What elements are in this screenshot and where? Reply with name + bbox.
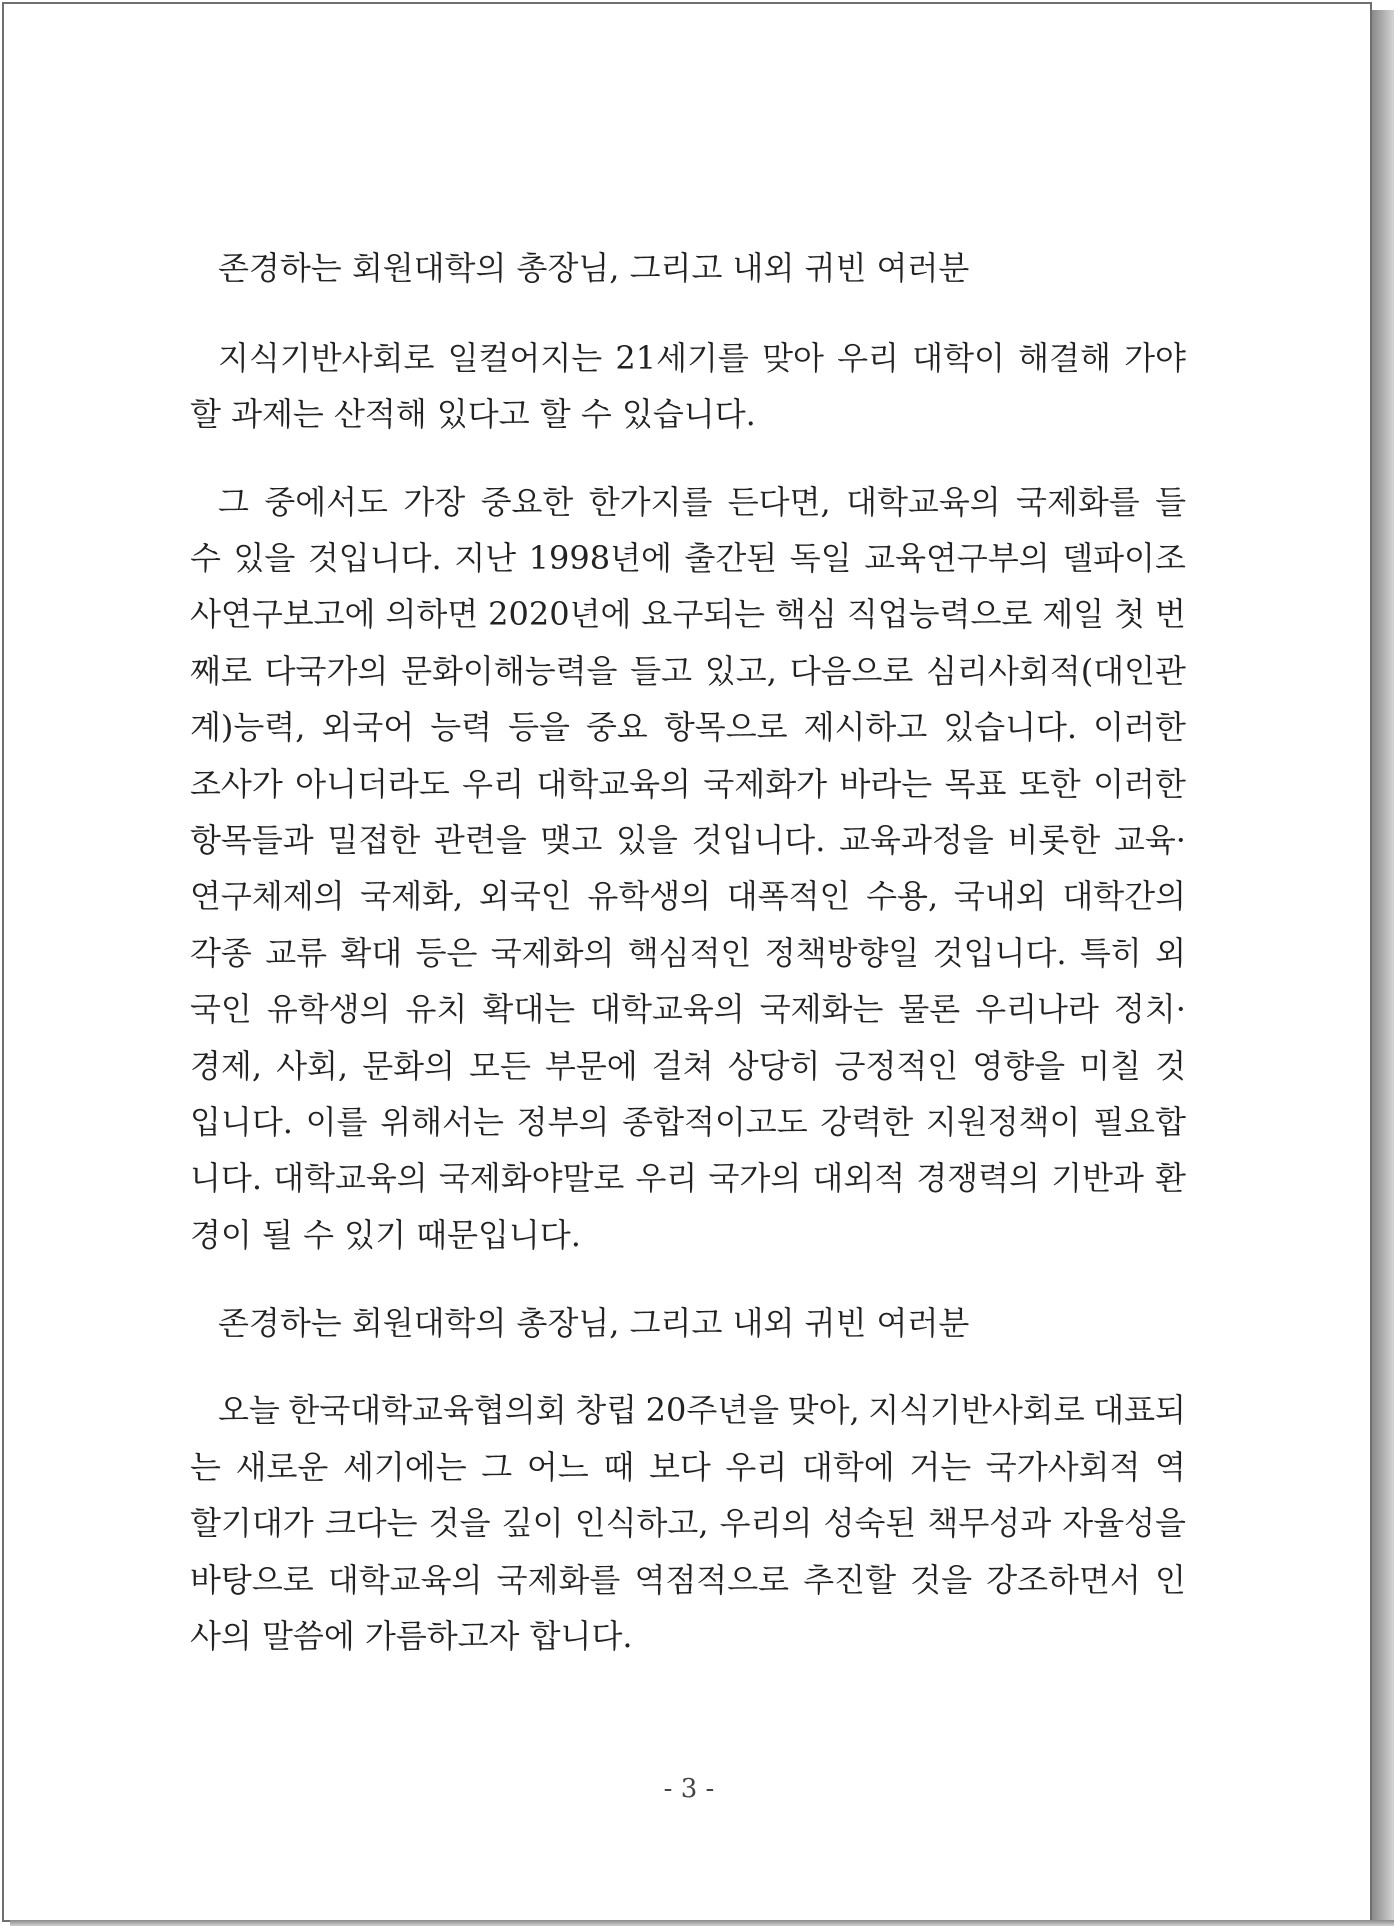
word: 중요한 <box>480 483 574 521</box>
word: 아니더라도 <box>295 765 450 803</box>
word: 중요 <box>586 708 648 746</box>
text-line <box>190 707 1186 747</box>
word: 경쟁력의 <box>916 1159 1040 1197</box>
word: 첫 <box>1114 595 1145 633</box>
word: 대학교육의 <box>273 1159 428 1197</box>
word: 교육과정을 <box>839 821 994 859</box>
text-line <box>190 989 1186 1029</box>
word: 문화이해능력을 <box>401 652 618 690</box>
word: 들 <box>1155 483 1186 521</box>
word: 이러한 <box>1093 708 1186 746</box>
word: 환 <box>1155 1159 1186 1197</box>
word: 확대 <box>340 934 403 972</box>
word: 보다 <box>648 1448 711 1486</box>
word: 종합적이고도 <box>622 1103 808 1141</box>
word: 지식기반사회로 <box>868 1391 1085 1429</box>
word: 책무성과 <box>927 1504 1052 1542</box>
word: 대표되 <box>1093 1391 1186 1429</box>
word: 국제화가 <box>703 765 828 803</box>
text-line <box>190 594 1186 634</box>
word: 대외적 <box>812 1159 906 1197</box>
word: 우리 <box>837 339 899 377</box>
word: 사연구보고에 <box>190 595 376 633</box>
word: 계)능력, <box>190 708 306 746</box>
word: 각종 <box>190 934 252 972</box>
word: 제시하고 <box>803 708 928 746</box>
word: 사회, <box>276 1047 349 1085</box>
text-line <box>190 1046 1186 1086</box>
word: 대학간의 <box>1062 877 1186 915</box>
text-line <box>190 764 1186 804</box>
word: 그 <box>218 483 249 521</box>
text-line <box>190 1560 1186 1600</box>
word: 위해서는 <box>380 1103 504 1141</box>
text-line <box>190 876 1186 916</box>
word: 심리사회적(대인관 <box>926 652 1186 690</box>
word: 교육연구부의 <box>864 539 1050 577</box>
text-line <box>218 338 1186 378</box>
word: 요구되는 <box>641 595 766 633</box>
word: 국제화, <box>360 877 464 915</box>
word: 국가의 <box>708 1159 802 1197</box>
word: 든다면, <box>727 483 831 521</box>
page-number: - 3 - <box>663 1774 715 1804</box>
word: 유치 <box>405 990 468 1028</box>
word: 대학교육의 <box>327 1561 483 1599</box>
word: 20주년을 <box>645 1391 780 1429</box>
word: 한가지를 <box>588 483 713 521</box>
text-line <box>190 820 1186 860</box>
page-shadow-bottom <box>10 1920 1394 1926</box>
word: 다국가의 <box>264 652 389 690</box>
word: 영향을 <box>972 1047 1066 1085</box>
word: 1998년에 <box>528 539 672 577</box>
word: 경제, <box>190 1047 262 1085</box>
word: 것입니다. <box>932 934 1067 972</box>
word: 입니다. <box>190 1103 293 1141</box>
word: 새로운 <box>235 1448 329 1486</box>
word: 것입니다. <box>691 821 826 859</box>
word: 맞아, <box>787 1391 860 1429</box>
word: 정책방향일 <box>764 934 920 972</box>
word: 능력 <box>430 708 493 746</box>
text-line <box>190 538 1186 578</box>
word: 거는 <box>909 1448 972 1486</box>
word: 바탕으로 <box>190 1561 314 1599</box>
word: 상당히 <box>727 1047 821 1085</box>
page-shadow-right <box>1372 10 1394 1922</box>
word: 필요합 <box>1093 1103 1186 1141</box>
word: 대학교육의 <box>590 990 745 1028</box>
word: 대학에 <box>801 1448 895 1486</box>
word: 유학생의 <box>587 877 712 915</box>
text-line <box>190 933 1186 973</box>
word: 교육· <box>1113 821 1186 859</box>
word: 역 <box>1155 1448 1186 1486</box>
word: 강력한 <box>820 1103 914 1141</box>
salutation-line: 존경하는 회원대학의 총장님, 그리고 내외 귀빈 여러분 <box>218 249 970 287</box>
text-line: 할 과제는 산적해 있다고 할 수 있습니다. <box>190 395 756 433</box>
word: 항목으로 <box>663 708 788 746</box>
word: 다음으로 <box>789 652 914 690</box>
word: 기반과 <box>1051 1159 1144 1197</box>
word: 것 <box>1155 1047 1186 1085</box>
word: 번 <box>1154 595 1186 633</box>
word: 유학생의 <box>266 990 391 1028</box>
word: 21세기를 <box>615 339 749 377</box>
word: 관련을 <box>433 821 527 859</box>
word: 국제화는 <box>759 990 884 1028</box>
word: 국내외 <box>953 877 1047 915</box>
word: 2020년에 <box>488 595 632 633</box>
word: 우리의 <box>719 1504 813 1542</box>
word: 제일 <box>1042 595 1105 633</box>
word: 있을 <box>615 821 678 859</box>
word: 중에서도 <box>264 483 388 521</box>
word: 대학이 <box>912 339 1005 377</box>
word: 크다는 <box>324 1504 418 1542</box>
word: 델파이조 <box>1062 539 1186 577</box>
text-line <box>218 1390 1186 1430</box>
word: 우리 <box>725 1448 788 1486</box>
word: 물론 <box>898 990 961 1028</box>
word: 세기에는 <box>342 1448 467 1486</box>
word: 있습니다. <box>943 708 1078 746</box>
word: 할기대가 <box>190 1504 314 1542</box>
word: 출간된 <box>684 539 778 577</box>
word: 한국대학교육협의회 <box>288 1391 567 1429</box>
word: 수용, <box>866 877 939 915</box>
word: 핵심적인 <box>627 934 752 972</box>
text-line <box>190 1447 1186 1487</box>
word: 니다. <box>190 1159 262 1197</box>
word: 특히 <box>1079 934 1142 972</box>
word: 자율성을 <box>1062 1504 1186 1542</box>
word: 것을 <box>910 1561 973 1599</box>
word: 강조하면서 <box>986 1561 1141 1599</box>
word: 국인 <box>190 990 252 1028</box>
word: 대폭적인 <box>726 877 851 915</box>
word: 국제화의 <box>490 934 615 972</box>
word: 국제화를 <box>496 1561 621 1599</box>
word: 있고, <box>704 652 777 690</box>
word: 외 <box>1155 934 1186 972</box>
word: 때 <box>603 1448 635 1486</box>
word: 지난 <box>454 539 517 577</box>
word: 깊이 <box>501 1504 564 1542</box>
word: 어느 <box>526 1448 589 1486</box>
word: 이러한 <box>1093 765 1186 803</box>
word: 확대는 <box>482 990 576 1028</box>
word: 이를 <box>305 1103 368 1141</box>
word: 추진할 <box>803 1561 896 1599</box>
text-line <box>190 651 1186 691</box>
word: 우리 <box>635 1159 698 1197</box>
word: 지식기반사회로 <box>218 339 435 377</box>
word: 밀접한 <box>327 821 421 859</box>
word: 핵심 <box>775 595 837 633</box>
text-line: 경이 될 수 있기 때문입니다. <box>190 1216 581 1254</box>
word: 국가사회적 <box>985 1448 1141 1486</box>
word: 창립 <box>575 1391 638 1429</box>
text-line: 사의 말씀에 가름하고자 합니다. <box>190 1617 633 1655</box>
word: 조사가 <box>190 765 283 803</box>
word: 것입니다. <box>307 539 442 577</box>
word: 지원정책이 <box>925 1103 1081 1141</box>
word: 연구체제의 <box>190 877 345 915</box>
word: 항목들과 <box>190 821 314 859</box>
word: 오늘 <box>218 1391 280 1429</box>
word: 는 <box>190 1448 221 1486</box>
word: 독일 <box>789 539 852 577</box>
word: 직업능력으로 <box>846 595 1033 633</box>
word: 걸쳐 <box>651 1047 714 1085</box>
word: 외국어 <box>321 708 415 746</box>
text-line <box>190 1503 1186 1543</box>
word: 맺고 <box>540 821 603 859</box>
word: 해결해 <box>1018 339 1111 377</box>
word: 성숙된 <box>823 1504 917 1542</box>
word: 국제화야말로 <box>438 1159 625 1197</box>
text-line <box>190 1158 1186 1198</box>
word: 모든 <box>469 1047 531 1085</box>
word: 의하면 <box>385 595 479 633</box>
word: 우리 <box>462 765 524 803</box>
word: 대학교육의 <box>846 483 1001 521</box>
word: 것을 <box>428 1504 491 1542</box>
word: 목표 <box>944 765 1007 803</box>
word: 있을 <box>233 539 296 577</box>
word: 대학교육의 <box>536 765 691 803</box>
word: 정치· <box>1113 990 1186 1028</box>
word: 그 <box>481 1448 513 1486</box>
word: 문화의 <box>362 1047 455 1085</box>
word: 째로 <box>190 652 252 690</box>
word: 부문에 <box>544 1047 638 1085</box>
word: 가야 <box>1124 339 1186 377</box>
word: 바라는 <box>839 765 933 803</box>
word: 들고 <box>630 652 693 690</box>
word: 긍정적인 <box>834 1047 959 1085</box>
word: 가장 <box>403 483 466 521</box>
word: 미칠 <box>1079 1047 1141 1085</box>
word: 인식하고, <box>574 1504 709 1542</box>
word: 인 <box>1155 1561 1186 1599</box>
word: 교류 <box>265 934 328 972</box>
word: 정부의 <box>516 1103 610 1141</box>
text-line <box>218 482 1186 522</box>
word: 등은 <box>415 934 478 972</box>
word: 우리나라 <box>975 990 1099 1028</box>
word: 수 <box>190 539 221 577</box>
salutation-line: 존경하는 회원대학의 총장님, 그리고 내외 귀빈 여러분 <box>218 1304 970 1342</box>
text-line <box>190 1102 1186 1142</box>
word: 역점적으로 <box>634 1561 790 1599</box>
word: 국제화를 <box>1016 483 1140 521</box>
word: 일컬어지는 <box>447 339 603 377</box>
word: 비롯한 <box>1007 821 1101 859</box>
document-page <box>2 2 1372 1922</box>
word: 또한 <box>1018 765 1081 803</box>
word: 외국인 <box>478 877 572 915</box>
word: 등을 <box>508 708 570 746</box>
word: 맞아 <box>762 339 824 377</box>
